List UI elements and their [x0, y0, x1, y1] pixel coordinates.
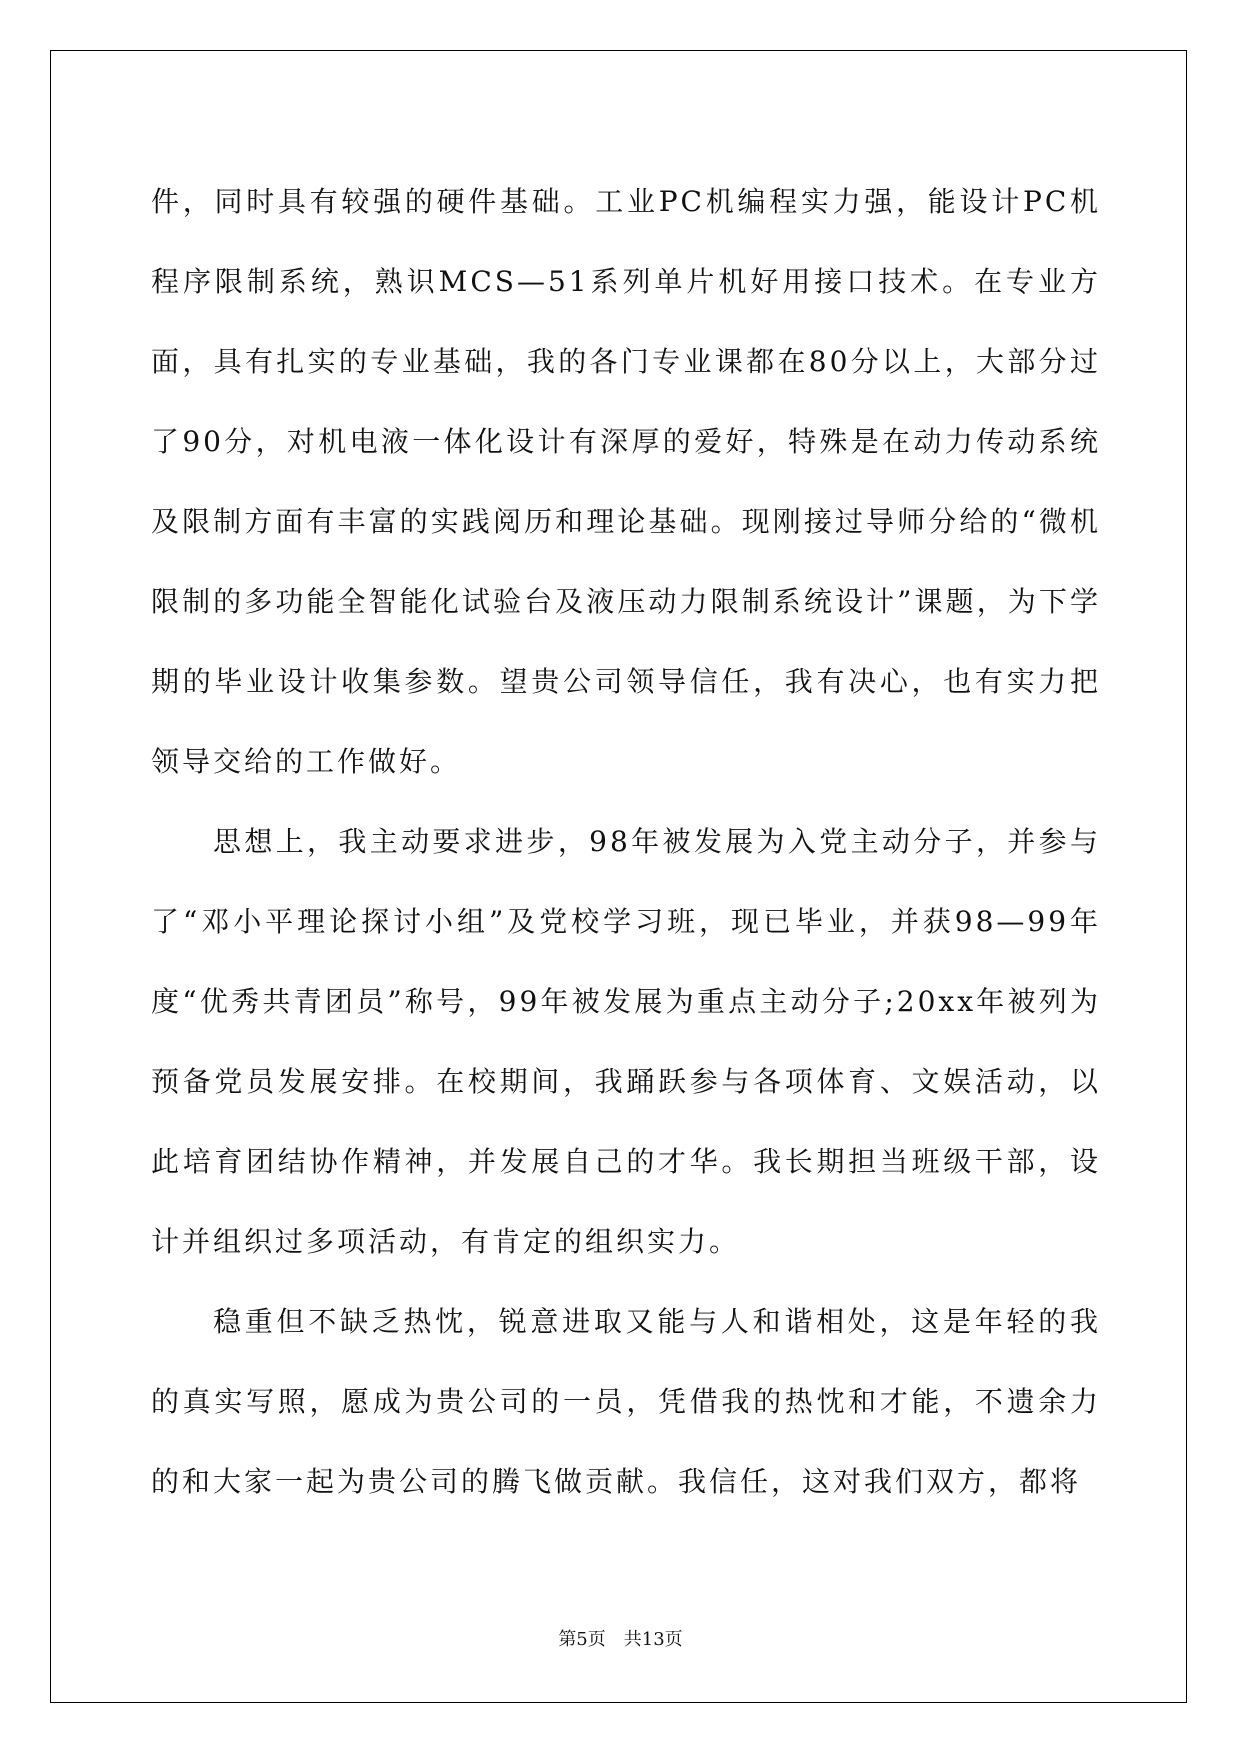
page-number: 第5页 [558, 1629, 606, 1650]
document-body [151, 162, 1101, 1522]
page-footer [0, 1625, 1241, 1651]
paragraph-3: 稳重但不缺乏热忱，锐意进取又能与人和谐相处，这是年轻的我的真实写照，愿成为贵公司的一员，凭借我的热忱和才能，不遗余力的和大家一起为贵公司的腾飞做贡献。我信任，这对我们双方，都将 [151, 1305, 1101, 1498]
page-total: 共13页 [623, 1629, 683, 1650]
paragraph-1: 件，同时具有较强的硬件基础。工业PC机编程实力强，能设计PC机程序限制系统，熟识MCS—51系列单片机好用接口技术。在专业方面，具有扎实的专业基础，我的各门专业课都在80分以上，大部分过了90分，对机电液一体化设计有深厚的爱好，特殊是在动力传动系统及限制方面有丰富的实践阅历和理论基础。现刚接过导师分给的“微机限制的多功能全智能化试验台及液压动力限制系统设计”课题，为下学期的毕业设计收集参数。望贵公司领导信任，我有决心，也有实力把领导交给的工作做好。 [151, 185, 1101, 778]
paragraph-2: 思想上，我主动要求进步，98年被发展为入党主动分子，并参与了“邓小平理论探讨小组”及党校学习班，现已毕业，并获98—99年度“优秀共青团员”称号，99年被发展为重点主动分子;20xx年被列为预备党员发展安排。在校期间，我踊跃参与各项体育、文娱活动，以此培育团结协作精神，并发展自己的才华。我长期担当班级干部，设计并组织过多项活动，有肯定的组织实力。 [151, 825, 1101, 1258]
